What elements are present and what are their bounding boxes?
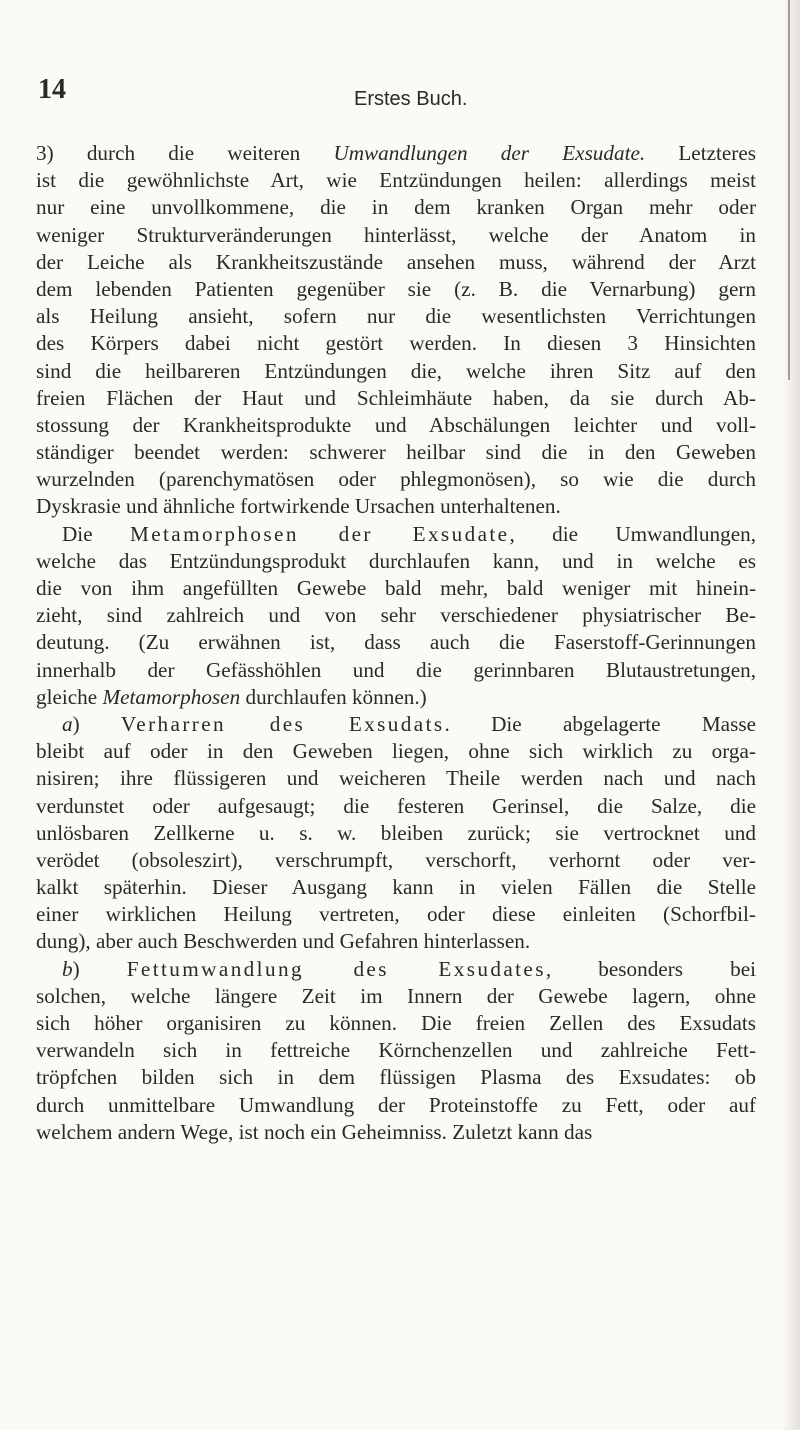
text-run: ) xyxy=(72,956,127,981)
text-line xyxy=(36,493,756,520)
text-run: durch unmittelbare Umwandlung der Proteinstoffe zu Fett, oder auf xyxy=(36,1092,756,1117)
text-line xyxy=(36,684,756,711)
text-run: unlösbaren Zellkerne u. s. w. bleiben zurück; sie vertrocknet und xyxy=(36,820,756,845)
text-line xyxy=(36,521,756,548)
text-run: durchlaufen können.) xyxy=(240,684,427,709)
page-edge-shadow xyxy=(782,0,800,1430)
text-run: stossung der Krankheitsprodukte und Abschälungen leichter und voll- xyxy=(36,412,756,437)
text-line xyxy=(36,1064,756,1091)
text-line xyxy=(36,412,756,439)
text-run: welche das Entzündungsprodukt durchlaufen kann, und in welche es xyxy=(36,548,756,573)
text-line xyxy=(36,711,756,738)
text-run: kalkt späterhin. Dieser Ausgang kann in vielen Fällen die Stelle xyxy=(36,875,756,900)
text-line xyxy=(36,222,756,249)
text-run: wurzelnden (parenchymatösen oder phlegmonösen), so wie die durch xyxy=(36,467,756,492)
text-run: der Leiche als Krankheitszustände ansehen muss, während der Arzt xyxy=(36,249,756,274)
text-line xyxy=(36,629,756,656)
text-line xyxy=(36,820,756,847)
text-line xyxy=(36,330,756,357)
text-line xyxy=(36,765,756,792)
text-run: die von ihm angefüllten Gewebe bald mehr, bald weniger mit hinein- xyxy=(36,576,756,600)
text-run: Letzteres xyxy=(645,141,756,165)
text-line xyxy=(36,956,756,983)
page-number: 14 xyxy=(38,74,66,105)
text-run: zieht, sind zahlreich und von sehr verschiedener physiatrischer Be- xyxy=(36,603,756,628)
text-run: gleiche xyxy=(36,684,103,709)
text-run: als Heilung ansieht, sofern nur die wesentlichsten Verrichtungen xyxy=(36,304,756,329)
text-run: a xyxy=(62,711,73,736)
text-run: Umwandlungen der Exsudate. xyxy=(333,141,646,165)
text-run: , besonders bei xyxy=(545,956,756,981)
text-line xyxy=(36,167,756,194)
text-line xyxy=(36,1037,756,1064)
page-edge-line xyxy=(788,0,790,380)
text-run: ist die gewöhnlichste Art, wie Entzündungen heilen: allerdings meist xyxy=(36,168,756,193)
text-run: Die xyxy=(62,521,130,546)
text-line xyxy=(36,358,756,385)
text-line xyxy=(36,874,756,901)
text-run: sind die heilbareren Entzündungen die, welche ihren Sitz auf den xyxy=(36,358,756,383)
text-line xyxy=(36,249,756,276)
text-run: Metamorphosen xyxy=(102,684,241,709)
text-run: deutung. (Zu erwähnen ist, dass auch die Faserstoff-Gerinnungen xyxy=(36,630,756,655)
text-run: weniger Strukturveränderungen hinterlässt, welche der Anatom in xyxy=(36,222,756,247)
text-line xyxy=(36,847,756,874)
text-run: nisiren; ihre flüssigeren und weicheren Theile werden nach und nach xyxy=(36,766,756,791)
text-run: , die Umwandlungen, xyxy=(509,521,756,546)
text-line xyxy=(36,303,756,330)
text-run: b xyxy=(62,956,73,981)
text-run: dem lebenden Patienten gegenüber sie (z. B. die Vernarbung) gern xyxy=(36,276,756,301)
text-run: Fettumwandlung des Exsudates xyxy=(126,956,546,981)
text-run: freien Flächen der Haut und Schleimhäute haben, da sie durch Ab- xyxy=(36,385,756,410)
text-run: ständiger beendet werden: schwerer heilbar sind die in den Geweben xyxy=(36,440,756,465)
text-line xyxy=(36,983,756,1010)
text-run: des Körpers dabei nicht gestört werden. In diesen 3 Hinsichten xyxy=(36,331,756,356)
text-line xyxy=(36,602,756,629)
text-run: verödet (obsoleszirt), verschrumpft, verschorft, verhornt oder ver- xyxy=(36,847,756,872)
text-line xyxy=(36,928,756,955)
text-line xyxy=(36,385,756,412)
text-line xyxy=(36,140,756,167)
text-run: ) xyxy=(72,711,121,736)
text-line xyxy=(36,1010,756,1037)
text-run: sich höher organisiren zu können. Die freien Zellen des Exsudats xyxy=(36,1011,756,1035)
text-run: innerhalb der Gefässhöhlen und die gerinnbaren Blutaustretungen, xyxy=(36,657,756,682)
text-line xyxy=(36,657,756,684)
text-run: tröpfchen bilden sich in dem flüssigen Plasma des Exsudates: ob xyxy=(36,1065,756,1090)
text-run: verwandeln sich in fettreiche Körnchenzellen und zahlreiche Fett- xyxy=(36,1038,756,1063)
text-line xyxy=(36,575,756,602)
running-head: Erstes Buch. xyxy=(354,88,468,110)
text-run: Metamorphosen der Exsudate xyxy=(129,521,510,546)
text-line xyxy=(36,439,756,466)
text-run: bleibt auf oder in den Geweben liegen, ohne sich wirklich zu orga- xyxy=(36,739,756,764)
text-run: nur eine unvollkommene, die in dem kranken Organ mehr oder xyxy=(36,195,756,220)
text-run: 3) durch die weiteren xyxy=(36,141,334,165)
text-line xyxy=(36,901,756,928)
text-line xyxy=(36,793,756,820)
text-line xyxy=(36,738,756,765)
text-line xyxy=(36,194,756,221)
text-line xyxy=(36,1092,756,1119)
text-line xyxy=(36,276,756,303)
text-run: welchem andern Wege, ist noch ein Geheimniss. Zuletzt kann das xyxy=(36,1119,593,1144)
text-line xyxy=(36,1119,756,1146)
body-text xyxy=(36,140,756,1146)
text-line xyxy=(36,466,756,493)
text-run: . Die abgelagerte Masse xyxy=(444,711,756,736)
text-run: einer wirklichen Heilung vertreten, oder diese einleiten (Schorfbil- xyxy=(36,902,756,927)
text-run: Verharren des Exsudats xyxy=(120,711,445,736)
page-header xyxy=(36,74,756,114)
text-run: solchen, welche längere Zeit im Innern der Gewebe lagern, ohne xyxy=(36,983,756,1008)
text-run: verdunstet oder aufgesaugt; die festeren Gerinsel, die Salze, die xyxy=(36,793,756,818)
text-run: dung), aber auch Beschwerden und Gefahren hinterlassen. xyxy=(36,929,531,954)
text-run: Dyskrasie und ähnliche fortwirkende Ursachen unterhaltenen. xyxy=(36,494,561,519)
text-line xyxy=(36,548,756,575)
